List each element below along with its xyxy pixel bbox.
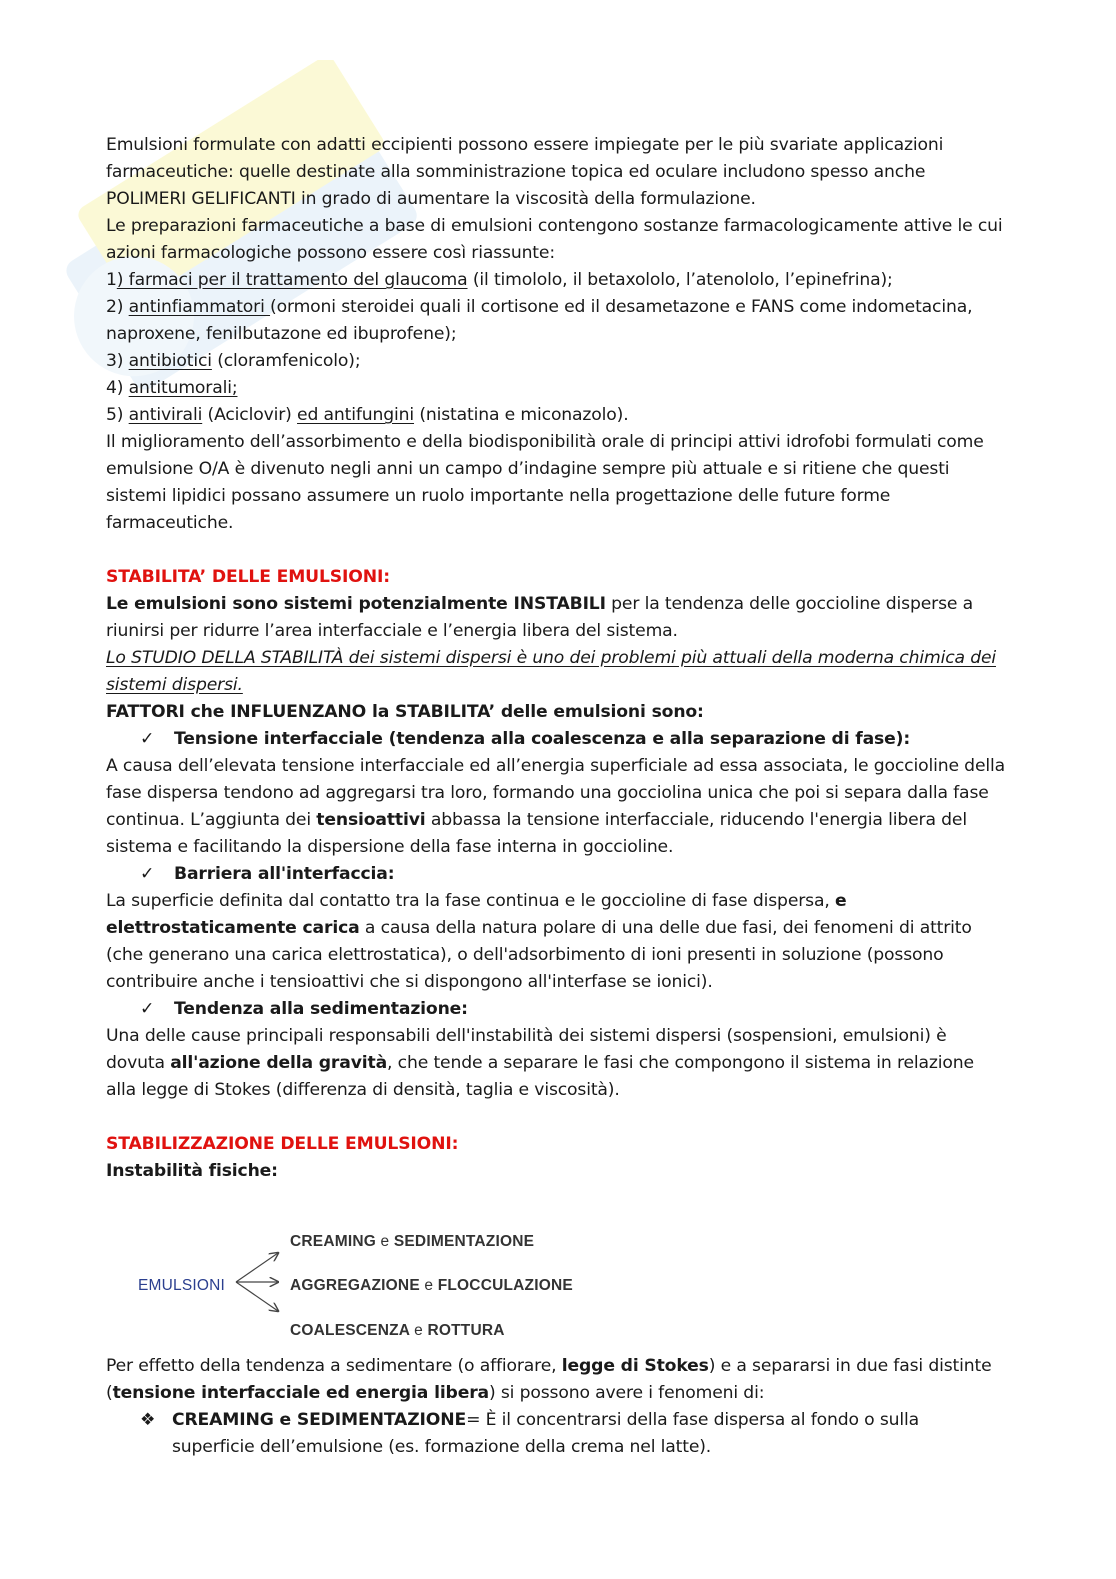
check-icon: ✓ bbox=[140, 864, 155, 884]
diagram-branch-creaming: CREAMING e SEDIMENTAZIONE bbox=[290, 1233, 535, 1250]
diamond-bullet-icon: ❖ bbox=[140, 1410, 156, 1430]
check-item-barriera: ✓ Barriera all'interfaccia: bbox=[106, 861, 1006, 888]
bullet-item-creaming: ❖ CREAMING e SEDIMENTAZIONE= È il concentrarsi della fase dispersa al fondo o sulla superficie dell’emulsione (es. formazione della crema nel latte). bbox=[106, 1407, 1006, 1461]
check-icon: ✓ bbox=[140, 999, 155, 1019]
list-item: 2) antinfiammatori (ormoni steroidei quali il cortisone ed il desametazone e FANS come indometacina, naproxene, fenilbutazone ed ibuprofene); bbox=[106, 297, 973, 344]
intro-paragraph-3: Il miglioramento dell’assorbimento e della biodisponibilità orale di principi attivi idrofobi formulati come emulsione O/A è divenuto negli anni un campo d’indagine sempre più attuale e si ritiene che questi sistemi lipidici possano assumere un ruolo importante nella progettazione delle future forme farmaceutiche. bbox=[106, 432, 984, 533]
diagram-root-label: EMULSIONI bbox=[138, 1277, 226, 1294]
instabilita-diagram bbox=[106, 1195, 1006, 1345]
check-item-sedimentazione: ✓ Tendenza alla sedimentazione: bbox=[106, 996, 1006, 1023]
stabilita-paragraph: Le emulsioni sono sistemi potenzialmente INSTABILI per la tendenza delle goccioline disperse a riunirsi per ridurre l’area interfacciale e l’energia libera del sistema. bbox=[106, 594, 973, 641]
document-body bbox=[106, 132, 1006, 1461]
list-item: 5) antivirali (Aciclovir) ed antifungini (nistatina e miconazolo). bbox=[106, 405, 629, 425]
fattori-heading: FATTORI che INFLUENZANO la STABILITA’ delle emulsioni sono: bbox=[106, 702, 704, 722]
tensione-paragraph: A causa dell’elevata tensione interfacciale ed all’energia superficiale ad essa associata, le goccioline della fase dispersa tendono ad aggregarsi tra loro, formando una gocciolina unica che poi si separa dalla fase continua. L’aggiunta dei tensioattivi abbassa la tensione interfacciale, riducendo l'energia libera del sistema e facilitando la dispersione della fase interna in goccioline. bbox=[106, 756, 1005, 857]
arrow-to-coalescenza bbox=[236, 1282, 278, 1311]
fenomeni-paragraph: Per effetto della tendenza a sedimentare (o affiorare, legge di Stokes) e a separarsi in due fasi distinte (tensione interfacciale ed energia libera) si possono avere i fenomeni di: bbox=[106, 1356, 992, 1403]
section-heading-stabilizzazione: STABILIZZAZIONE DELLE EMULSIONI: bbox=[106, 1134, 459, 1154]
intro-paragraph-2: Le preparazioni farmaceutiche a base di emulsioni contengono sostanze farmacologicamente attive le cui azioni farmacologiche possono essere così riassunte: bbox=[106, 216, 1003, 263]
diagram-branch-coalescenza: COALESCENZA e ROTTURA bbox=[290, 1322, 505, 1339]
intro-paragraph-1: Emulsioni formulate con adatti eccipienti possono essere impiegate per le più svariate applicazioni farmaceutiche: quelle destinate alla somministrazione topica ed oculare includono spesso anche POLIMERI GELIFICANTI in grado di aumentare la viscosità della formulazione. bbox=[106, 135, 944, 209]
section-heading-stabilita: STABILITA’ DELLE EMULSIONI: bbox=[106, 567, 390, 587]
barriera-paragraph: La superficie definita dal contatto tra la fase continua e le goccioline di fase dispersa, e elettrostaticamente carica a causa della natura polare di una delle due fasi, dei fenomeni di attrito (che generano una carica elettrostatica), o dell'adsorbimento di ioni presenti in soluzione (possono contribuire anche i tensioattivi che si dispongono all'interfase se ionici). bbox=[106, 891, 972, 992]
check-icon: ✓ bbox=[140, 729, 155, 749]
check-item-tensione: ✓ Tensione interfacciale (tendenza alla coalescenza e alla separazione di fase): bbox=[106, 726, 1006, 753]
arrow-to-creaming bbox=[236, 1253, 278, 1282]
diagram-branch-aggregazione: AGGREGAZIONE e FLOCCULAZIONE bbox=[290, 1277, 573, 1294]
list-item: 4) antitumorali; bbox=[106, 378, 238, 398]
list-item: 1) farmaci per il trattamento del glaucoma (il timololo, il betaxololo, l’atenololo, l’epinefrina); bbox=[106, 270, 893, 290]
instabilita-heading: Instabilità fisiche: bbox=[106, 1161, 278, 1181]
sedimentazione-paragraph: Una delle cause principali responsabili dell'instabilità dei sistemi dispersi (sospensioni, emulsioni) è dovuta all'azione della gravità, che tende a separare le fasi che compongono il sistema in relazione alla legge di Stokes (differenza di densità, taglia e viscosità). bbox=[106, 1026, 974, 1100]
list-item: 3) antibiotici (cloramfenicolo); bbox=[106, 351, 361, 371]
stabilita-italic-note: Lo STUDIO DELLA STABILITÀ dei sistemi dispersi è uno dei problemi più attuali della moderna chimica dei sistemi dispersi. bbox=[106, 648, 996, 695]
